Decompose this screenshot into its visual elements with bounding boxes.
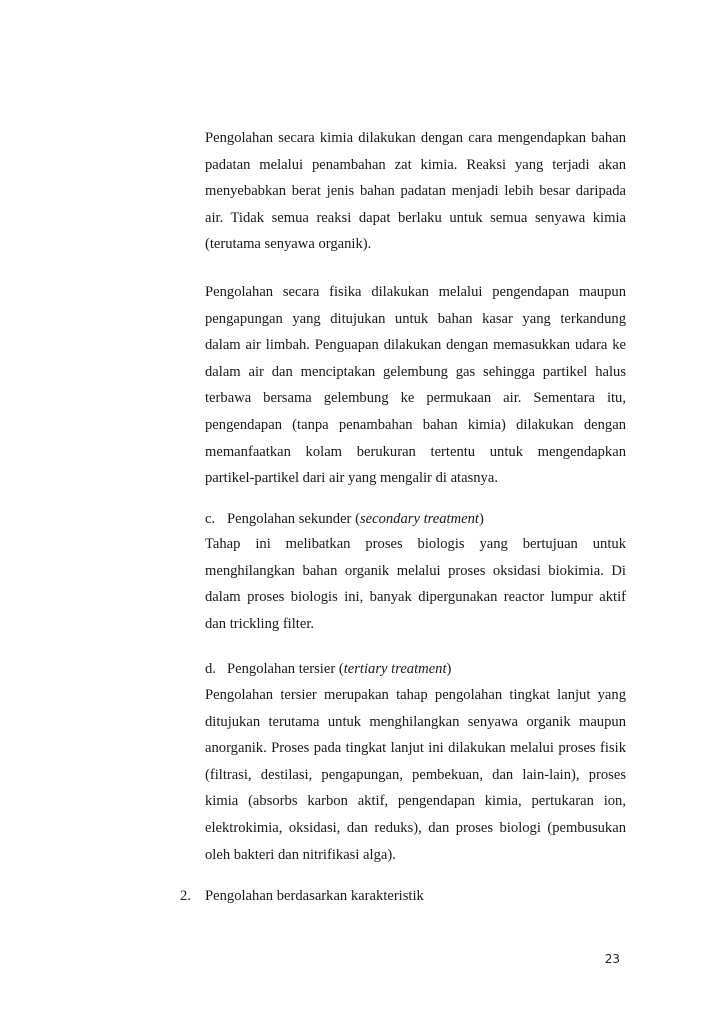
paragraph-line: oleh bakteri dan nitrifikasi alga). [205,846,396,863]
heading-text: Pengolahan sekunder ( [227,511,360,527]
paragraph-line: Pengolahan secara fisika dilakukan melalui pengendapan maupun [205,284,626,300]
paragraph-line: padatan melalui penambahan zat kimia. Reaksi yang terjadi akan [205,156,626,173]
heading-italic-term: secondary treatment [359,511,479,527]
paragraph-physical-treatment [205,279,626,492]
paragraph-line: memanfaatkan kolam berukuran tertentu untuk mengendapkan [205,443,626,460]
paragraph-line: Tahap ini melibatkan proses biologis yang bertujuan untuk [205,536,626,552]
page-number: 23 [604,952,620,966]
paragraph-line: dalam air dan menciptakan gelembung gas sehingga partikel halus [205,363,626,380]
paragraph-line: menghilangkan bahan organik melalui proses oksidasi biokimia. Di [205,562,626,579]
paragraph-line: pengapungan yang ditujukan untuk bahan kasar yang terkandung [205,310,626,327]
paragraph-secondary-treatment [205,531,626,637]
paragraph-line: Pengolahan tersier merupakan tahap pengolahan tingkat lanjut yang [205,687,626,703]
list-marker: d. [205,661,216,677]
paragraph-line: Pengolahan secara kimia dilakukan dengan cara mengendapkan bahan [205,130,626,146]
paragraph-line: dan trickling filter. [205,615,315,632]
paragraph-line: kimia (absorbs karbon aktif, pengendapan kimia, pertukaran ion, [205,793,626,810]
paragraph-tertiary-treatment [205,682,626,868]
heading-text: Pengolahan berdasarkan karakteristik [205,888,424,904]
heading-section-2 [180,883,424,909]
list-marker: c. [205,511,216,527]
paragraph-line: (filtrasi, destilasi, pengapungan, pembekuan, dan lain-lain), proses [205,766,626,783]
heading-tertiary-treatment [205,656,451,682]
list-marker: 2. [180,888,191,904]
paragraph-line: terbawa bersama gelembung ke permukaan air. Sementara itu, [205,390,626,407]
heading-secondary-treatment [205,506,484,532]
paragraph-line: dalam air limbah. Penguapan dilakukan dengan memasukkan udara ke [205,337,626,354]
paragraph-line: elektrokimia, oksidasi, dan reduks), dan proses biologi (pembusukan [205,819,626,836]
paragraph-line: dalam proses biologis ini, banyak dipergunakan reactor lumpur aktif [205,589,626,606]
heading-text: Pengolahan tersier ( [227,661,344,677]
heading-close: ) [446,661,452,677]
paragraph-chemical-treatment [205,125,626,258]
heading-close: ) [478,511,484,527]
paragraph-line: (terutama senyawa organik). [205,236,372,253]
paragraph-line: pengendapan (tanpa penambahan bahan kimia) dilakukan dengan [205,416,626,433]
paragraph-line: air. Tidak semua reaksi dapat berlaku untuk semua senyawa kimia [205,209,626,226]
heading-italic-term: tertiary treatment [343,661,447,677]
paragraph-line: menyebabkan berat jenis bahan padatan menjadi lebih besar daripada [205,183,626,200]
paragraph-line: anorganik. Proses pada tingkat lanjut ini dilakukan melalui proses fisik [205,740,626,757]
paragraph-line: partikel-partikel dari air yang mengalir di atasnya. [205,470,498,487]
paragraph-line: ditujukan terutama untuk menghilangkan senyawa organik maupun [205,713,626,730]
